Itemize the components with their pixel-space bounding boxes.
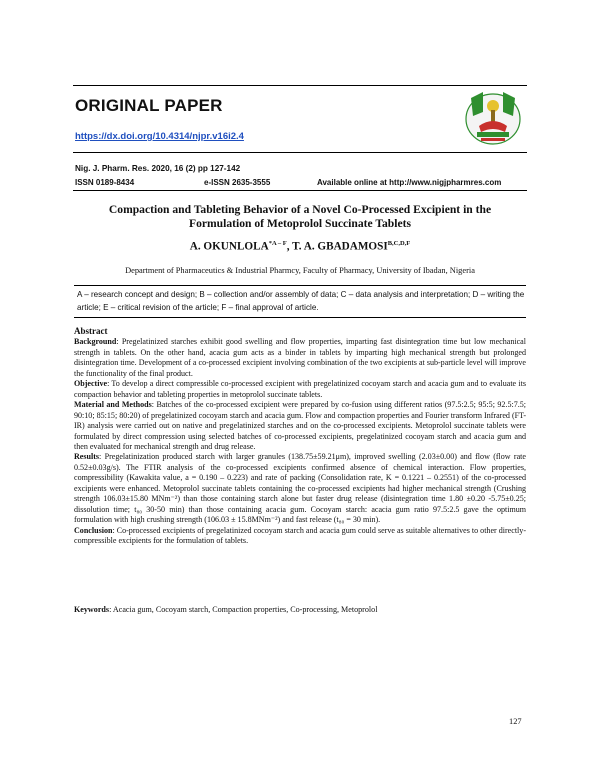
online-availability: Available online at http://www.nigjpharmres.com xyxy=(317,178,502,187)
abstract-methods xyxy=(74,400,526,452)
background-label: Background xyxy=(74,337,117,347)
conclusion-text: : Co-processed excipients of pregelatinized cocoyam starch and acacia gum could serve as suitable alternatives to other directly-compressible excipients for the formulation of tablets. xyxy=(74,525,526,546)
header-rule-top xyxy=(73,85,527,86)
page-number: 127 xyxy=(509,717,522,726)
affiliation: Department of Pharmaceutics & Industrial Pharmcy, Faculty of Pharmacy, University of Ibadan, Nigeria xyxy=(125,266,475,275)
eissn: e-ISSN 2635-3555 xyxy=(204,178,271,187)
conclusion-label: Conclusion xyxy=(74,525,113,535)
citation: Nig. J. Pharm. Res. 2020, 16 (2) pp 127-142 xyxy=(75,164,241,173)
objective-label: Objective xyxy=(74,379,108,389)
title-line-1: Compaction and Tableting Behavior of a Novel Co-Processed Excipient in the xyxy=(108,203,492,216)
contributions-text: A – research concept and design; B – collection and/or assembly of data; C – data analysis and interpretation; D – writing the article; E – critical revision of the article; F – final approval of article. xyxy=(77,290,525,312)
objective-text: : To develop a direct compressible co-processed excipient with pregelatinized cocoyam starch and acacia gum and to evaluate its compaction behavior and tableting properties in metoprolol succinate tablets. xyxy=(74,379,526,399)
results-label: Results xyxy=(74,452,100,462)
paper-type-heading: ORIGINAL PAPER xyxy=(75,96,223,115)
header-rule-bottom xyxy=(73,190,527,191)
methods-text: : Batches of the co-processed excipient were prepared by co-fusion using different ratios (97.5:2.5; 95:5; 92.5:7.5; 90:10; 85:15; 80:20) of pregelatinized cocoyam starch and acacia gum. Flow and compaction properties and Fourier transform Infrared (FT-IR) analysis were carried out on native and pregelatinized starches and on the co-processed excipients. Metoprolol succinate tablets were formulated by direct compression using selected batches of co-processed excipients, pregelatinized cocoyam starch and acacia gum and then evaluated for mechanical strength and drug release. xyxy=(74,400,526,451)
contributions-box xyxy=(74,285,526,318)
abstract-results xyxy=(74,452,526,525)
title-line-2: Formulation of Metoprolol Succinate Tablets xyxy=(189,217,411,230)
author-1-roles: *A – F xyxy=(268,240,287,247)
author-2-roles: B,C,D,F xyxy=(387,240,411,247)
author-separator: , xyxy=(286,240,293,253)
article-title xyxy=(70,203,530,231)
abstract-heading: Abstract xyxy=(74,326,108,336)
author-2: T. A. GBADAMOSI xyxy=(292,240,388,253)
keywords-label: Keywords xyxy=(74,605,110,614)
background-text: : Pregelatinized starches exhibit good swelling and flow properties, imparting fast disintegration time but low mechanical strength in tablets. On the other hand, acacia gum acts as a binder in tablets by imparting high mechanical strength but prolonged disintegration time. Development of a co-processed excipient involving combination of the two excipients at sub-particle level will improve the functionality of the final product. xyxy=(74,337,526,378)
doi-link[interactable]: https://dx.doi.org/10.4314/njpr.v16i2.4 xyxy=(75,131,244,142)
keywords-text: : Acacia gum, Cocoyam starch, Compaction properties, Co-processing, Metoprolol xyxy=(109,605,378,614)
abstract-objective xyxy=(74,379,526,400)
methods-label: Material and Methods xyxy=(74,400,152,410)
author-1: A. OKUNLOLA xyxy=(189,240,269,253)
abstract-conclusion xyxy=(74,526,526,547)
abstract xyxy=(74,326,526,547)
keywords xyxy=(74,605,526,614)
header-rule-mid xyxy=(73,152,527,153)
authors xyxy=(70,240,530,253)
abstract-background xyxy=(74,337,526,379)
results-text: : Pregelatinization produced starch with larger granules (138.75±59.21μm), improved swelling (2.03±0.00) and flow (flow rate 0.52±0.03g/s). The FTIR analysis of the co-processed excipients confirmed absence of chemical interaction. Flow properties, compressibility (Kawakita value, a = 0.190 – 0.223) and rate of packing (Consolidation rate, K = 0.1221 – 0.2551) of the co-processed excipients were enhanced. Metoprolol succinate tablets containing the co-processed excipients had higher mechanical strength (Crushing strength 106.03±15.80 MNm⁻²) than those containing starch alone but faster drug release (disintegration time 1.80 ±0.20 -5.75±0.25; dissolution time; t₈₀ 30-50 min) than those containing acacia gum. Cocoyam starch: acacia gum ratio 97.5:2.5 gave the optimum formulation with high crushing strength (106.03 ± 15.8MNm⁻²) and fast release (t₈₀ = 30 min). xyxy=(74,452,526,525)
journal-logo-icon xyxy=(457,88,529,150)
issn: ISSN 0189-8434 xyxy=(75,178,135,187)
